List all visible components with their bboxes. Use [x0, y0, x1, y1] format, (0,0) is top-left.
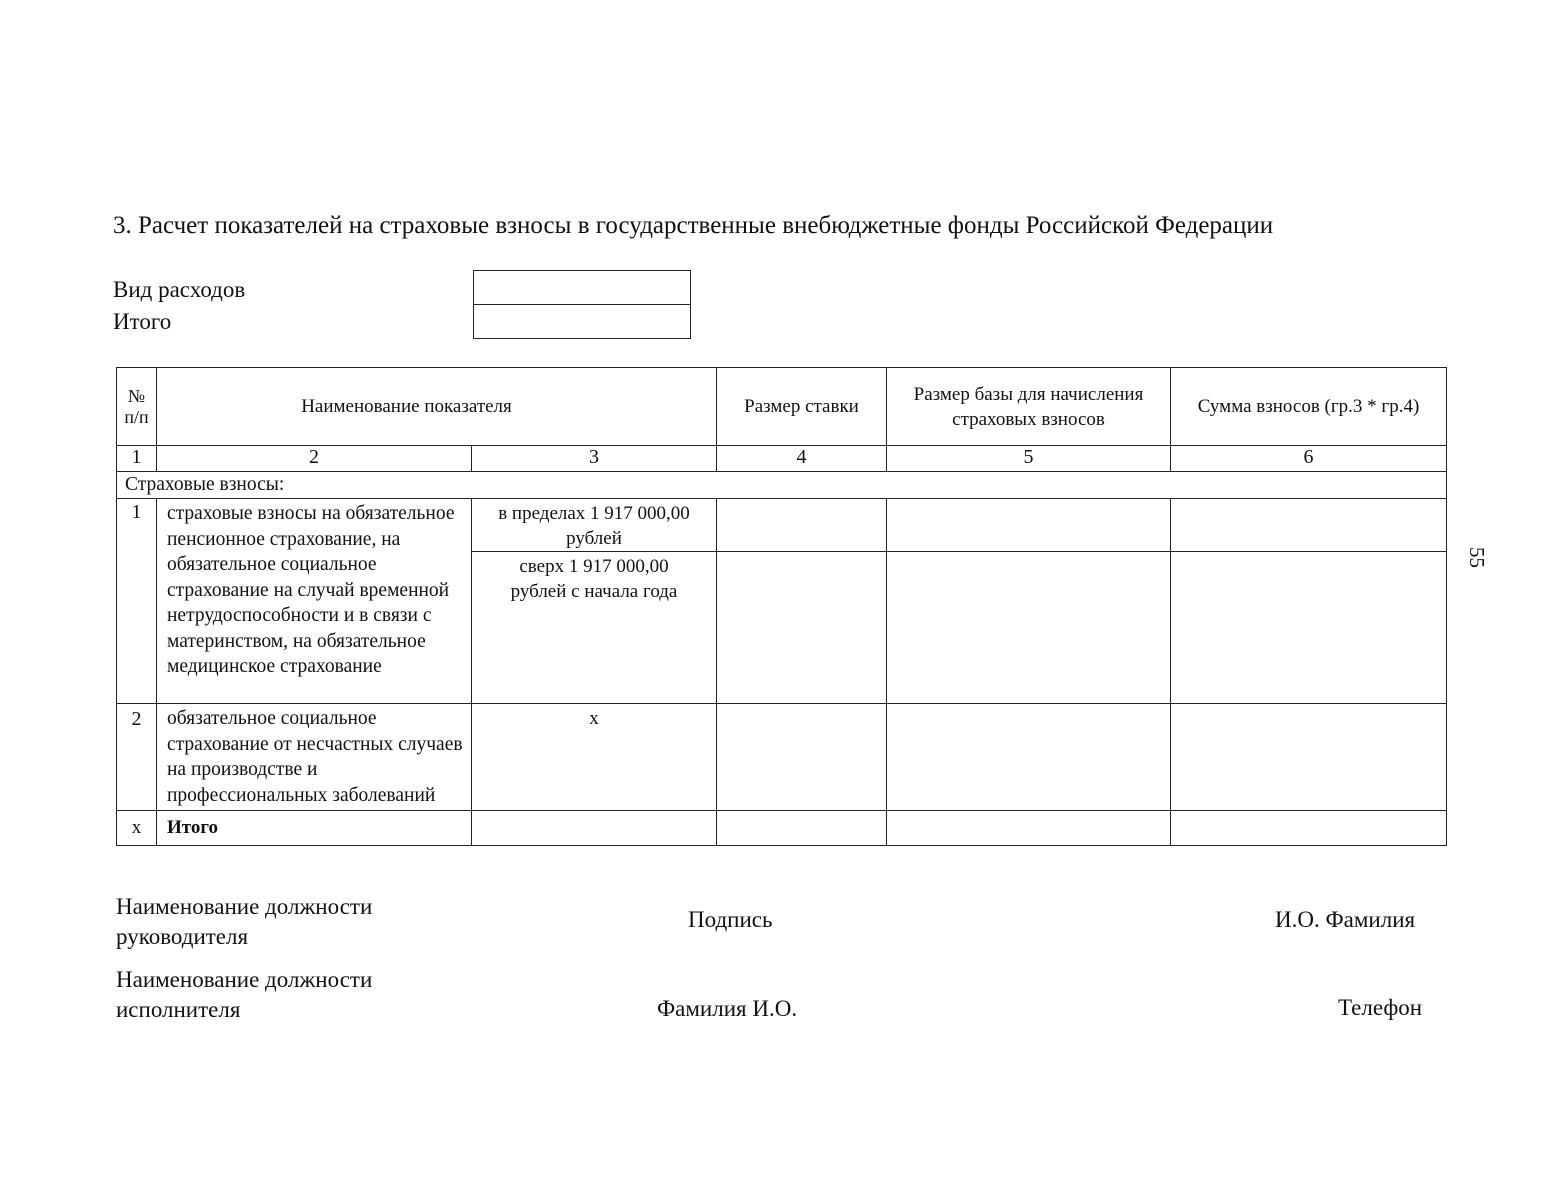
table-header-row — [117, 368, 1447, 446]
base-cell[interactable] — [887, 704, 1171, 811]
total-sub-cell[interactable] — [472, 811, 717, 846]
signature-label: Подпись — [688, 907, 773, 932]
rate-cell[interactable] — [717, 811, 887, 846]
row-sub-over-limit: сверх 1 917 000,00 рублей с начала года — [472, 552, 717, 704]
page-number: 55 — [1465, 547, 1489, 568]
contributions-table — [116, 367, 1447, 846]
header-sum: Сумма взносов (гр.3 * гр.4) — [1171, 368, 1447, 446]
sum-cell[interactable] — [1171, 811, 1447, 846]
column-numbers-row — [117, 446, 1447, 472]
col-number: 6 — [1171, 446, 1447, 472]
section-label: Страховые взносы: — [117, 472, 1447, 499]
col-number: 4 — [717, 446, 887, 472]
row-number: 1 — [117, 499, 157, 704]
col-number: 5 — [887, 446, 1171, 472]
header-num: № п/п — [117, 368, 157, 446]
total-num: х — [117, 811, 157, 846]
head-name: И.О. Фамилия — [1275, 907, 1416, 932]
phone-label: Телефон — [1338, 995, 1423, 1020]
table-row — [117, 704, 1447, 811]
table-row — [117, 499, 1447, 552]
executor-position: Наименование должности исполнителя — [116, 967, 373, 1022]
total-row — [117, 811, 1447, 846]
col-number: 3 — [472, 446, 717, 472]
row-name: страховые взносы на обязательное пенсионное страхование, на обязательное социальное страхование на случай временной нетрудоспособности и в связи с материнством, на обязательное медицинское страхование — [157, 499, 472, 704]
base-cell[interactable] — [887, 552, 1171, 704]
header-rate: Размер ставки — [717, 368, 887, 446]
itogo-label: Итого — [113, 309, 172, 334]
total-label: Итого — [157, 811, 472, 846]
rate-cell[interactable] — [717, 704, 887, 811]
section-row — [117, 472, 1447, 499]
sum-cell[interactable] — [1171, 499, 1447, 552]
sum-cell[interactable] — [1171, 704, 1447, 811]
col-number: 1 — [117, 446, 157, 472]
header-base: Размер базы для начисления страховых взносов — [887, 368, 1171, 446]
rate-cell[interactable] — [717, 552, 887, 704]
base-cell[interactable] — [887, 499, 1171, 552]
itogo-input-box[interactable] — [473, 305, 691, 339]
row-name: обязательное социальное страхование от несчастных случаев на производстве и профессиональных заболеваний — [157, 704, 472, 811]
header-name: Наименование показателя — [157, 368, 717, 446]
executor-name: Фамилия И.О. — [657, 996, 798, 1021]
vid-label: Вид расходов — [113, 277, 246, 302]
col-number: 2 — [157, 446, 472, 472]
vid-input-box[interactable] — [473, 270, 691, 305]
rate-cell[interactable] — [717, 499, 887, 552]
row-number: 2 — [117, 704, 157, 811]
row-sub-x: х — [472, 704, 717, 811]
base-cell[interactable] — [887, 811, 1171, 846]
row-sub-within-limit: в пределах 1 917 000,00 рублей — [472, 499, 717, 552]
head-position: Наименование должности руководителя — [116, 894, 373, 949]
document-title: 3. Расчет показателей на страховые взносы в государственные внебюджетные фонды Российской Федерации — [113, 212, 1274, 239]
sum-cell[interactable] — [1171, 552, 1447, 704]
